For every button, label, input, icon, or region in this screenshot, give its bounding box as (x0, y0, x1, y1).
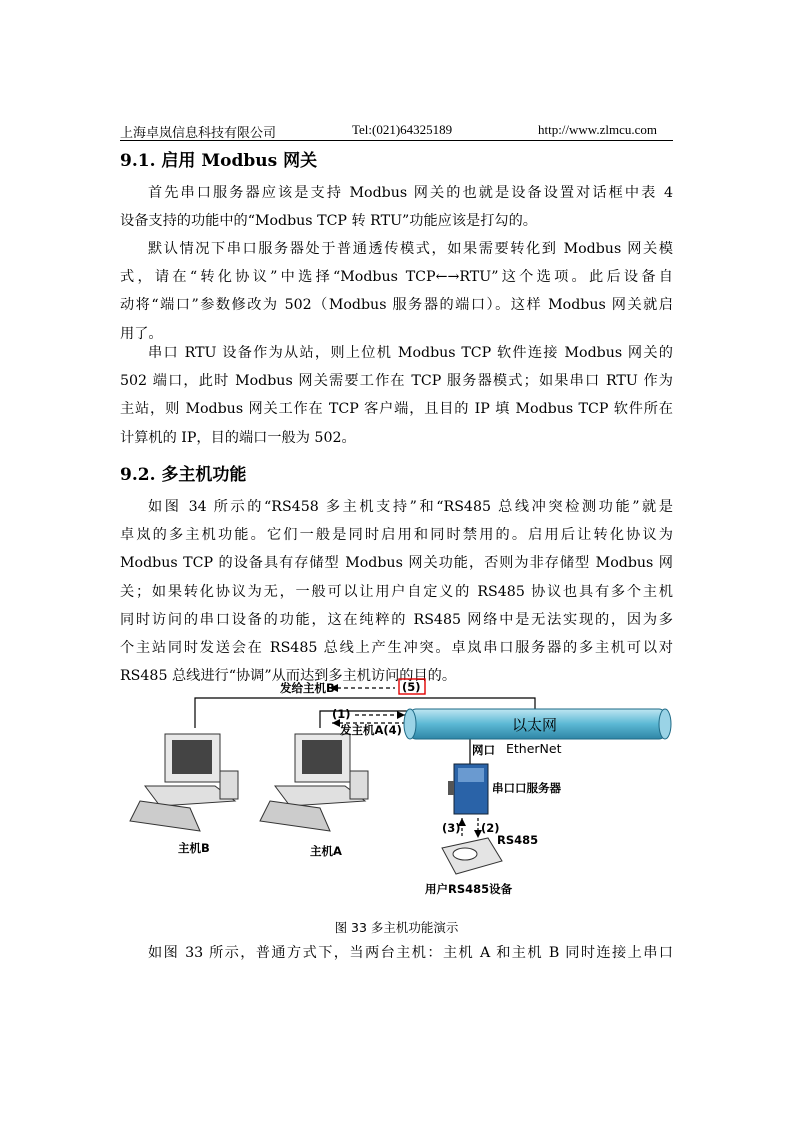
figure-caption: 图 33 多主机功能演示 (334, 920, 459, 935)
text-line: 设备支持的功能中的“Modbus TCP 转 RTU”功能应该是打勾的。 (120, 213, 537, 230)
text-line: 如图 34 所示的“RS458 多主机支持”和“RS485 总线冲突检测功能”就是 (148, 499, 673, 515)
text-line: RS485 总线进行“协调”从而达到多主机访问的目的。 (120, 668, 457, 685)
section-title-modbus: 9.1. 启用 Modbus 网关 (120, 151, 318, 171)
pipe-end-right (659, 709, 671, 739)
label-ethernet-cn: 以太网 (512, 716, 558, 734)
text-line: 用了。 (120, 325, 163, 342)
serial-server-icon (448, 764, 488, 814)
text-line: 关；如果转化协议为无，一般可以让用户自定义的 RS485 协议也具有多个主机 (120, 583, 673, 600)
text-line: 动将“端口”参数修改为 502（Modbus 服务器的端口）。这样 Modbus 网关就启 (120, 297, 673, 314)
host-a-computer-icon (260, 734, 368, 831)
figure-multihost-diagram (120, 676, 680, 906)
paragraph-5 (120, 939, 673, 967)
header-company: 上海卓岚信息科技有限公司 (120, 125, 277, 140)
text-line: Modbus TCP 的设备具有存储型 Modbus 网关功能，否则为非存储型 Modbus 网 (120, 555, 673, 572)
label-3: (3) (442, 821, 461, 835)
text-line: 式，请在“转化协议”中选择“Modbus TCP←→RTU”这个选项。此后设备自 (120, 269, 673, 286)
label-device: 用户RS485设备 (425, 882, 513, 896)
header-url: http://www.zlmcu.com (537, 122, 657, 137)
text-line: 同时访问的串口设备的功能，这在纯粹的 RS485 网络中是无法实现的，因为多 (120, 611, 673, 628)
text-line: 主站，则 Modbus 网关工作在 TCP 客户端，且目的 IP 填 Modbus TCP 软件所在 (120, 401, 673, 418)
page-header (120, 118, 673, 141)
text-line: 如图 33 所示，普通方式下，当两台主机：主机 A 和主机 B 同时连接上串口 (148, 945, 673, 961)
arrowhead (397, 711, 405, 719)
pipe-end-left (404, 709, 416, 739)
text-line: 卓岚的多主机功能。它们一般是同时启用和同时禁用的。启用后让转化协议为 (120, 527, 673, 544)
text-line: 串口 RTU 设备作为从站，则上位机 Modbus TCP 软件连接 Modbus 网关的 (148, 345, 673, 361)
text-line: 默认情况下串口服务器处于普通透传模式，如果需要转化到 Modbus 网关模 (148, 241, 673, 257)
text-line: 个主站同时发送会在 RS485 总线上产生冲突。卓岚串口服务器的多主机可以对 (120, 639, 673, 656)
text-line: 计算机的 IP，目的端口一般为 502。 (120, 429, 356, 446)
rs485-device-icon (442, 838, 502, 874)
label-send-b: 发给主机B (280, 681, 335, 695)
diagram-svg (120, 676, 680, 906)
label-send-a: 发主机A(4) (340, 723, 402, 737)
label-port: 网口 (472, 743, 495, 757)
text-line: 首先串口服务器应该是支持 Modbus 网关的也就是设备设置对话框中表 4 (148, 185, 673, 201)
label-host-b: 主机B (178, 841, 210, 855)
header-tel: Tel:(021)64325189 (352, 122, 453, 137)
host-b-computer-icon (130, 734, 238, 831)
paragraph-3 (120, 339, 673, 452)
paragraph-2 (120, 235, 673, 348)
label-1: (1) (332, 707, 351, 721)
label-ethernet-en: EtherNet (506, 741, 562, 756)
paragraph-4 (120, 493, 673, 690)
label-server: 串口口服务器 (492, 781, 561, 795)
label-5: (5) (402, 680, 421, 694)
text-line: 502 端口，此时 Modbus 网关需要工作在 TCP 服务器模式；如果串口 RTU 作为 (120, 373, 673, 390)
label-host-a: 主机A (310, 844, 342, 858)
paragraph-1 (120, 179, 673, 235)
section-title-multihost: 9.2. 多主机功能 (120, 465, 247, 485)
label-2: (2) (481, 821, 500, 835)
label-rs485: RS485 (497, 833, 539, 847)
